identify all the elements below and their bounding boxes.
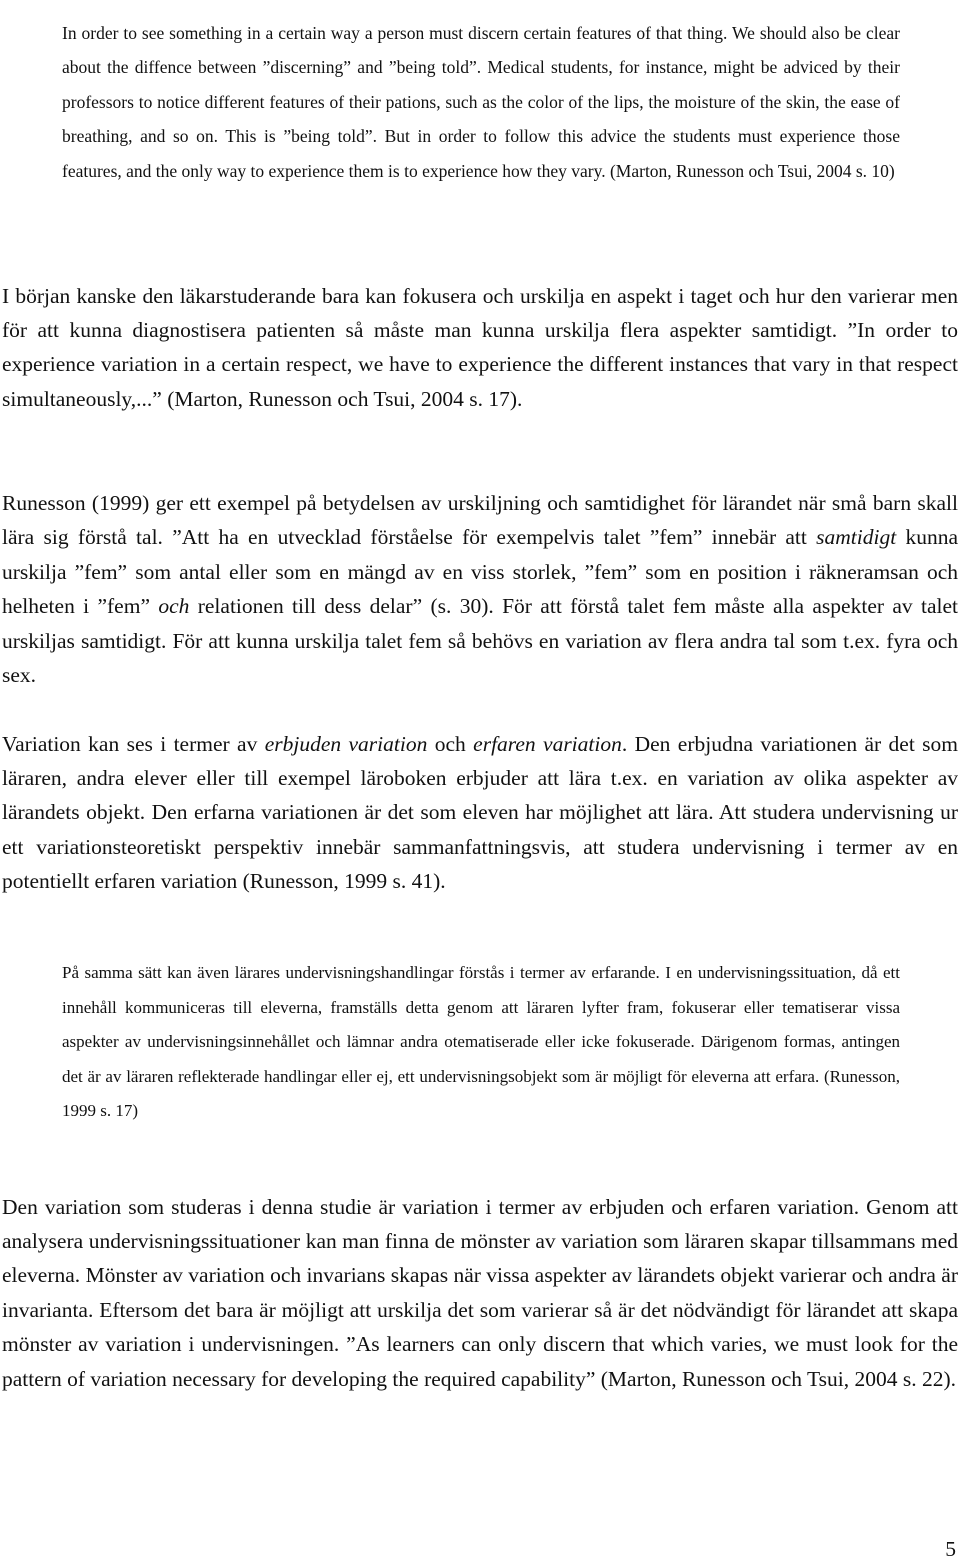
paragraph-text-segment: och — [427, 731, 474, 756]
paragraph-text-segment: . Den erbjudna variationen är det som läraren, andra elever eller till exempel läroboken erbjuder att lära t.ex. en variation av olika aspekter av lärandets objekt. Den erfarna variationen är det som eleven har möjlighet att lära. Att studera undervisning ur ett variationsteoretiskt perspektiv innebär sammanfattningsvis, att studera undervisning i termer av en potentiellt erfaren variation (Runesson, 1999 s. 41). — [2, 731, 959, 894]
paragraph-variation-terms — [2, 727, 958, 899]
emphasis-samtidigt: samtidigt — [816, 525, 897, 550]
paragraph-studiens-variation: Den variation som studeras i denna studie är variation i termer av erbjuden och erfaren variation. Genom att analysera undervisningssituationer kan man finna de mönster av variation som läraren skapar tillsammans med eleverna. Mönster av variation och invarians skapas när vissa aspekter av lärandets objekt varierar och andra är invarianta. Eftersom det bara är möjligt att urskilja det som varierar så är det nödvändigt för lärandet att skapa mönster av variation i undervisningen. ”As learners can only discern that which varies, we must look for the pattern of variation necessary for developing the required capability” (Marton, Runesson och Tsui, 2004 s. 22). — [2, 1194, 958, 1391]
paragraph-text-segment: Runesson (1999) ger ett exempel på betydelsen av urskiljning och samtidighet för lärandet när små barn skall lära sig förstå tal. ”Att ha en utvecklad förståelse för exempelvis talet ”fem” innebär att — [2, 490, 958, 550]
paragraph-lakarstuderande: I början kanske den läkarstuderande bara kan fokusera och urskilja en aspekt i taget och hur den varierar men för att kunna diagnostisera patienten så måste man kunna urskilja flera aspekter samtidigt. ”In order to experience variation in a certain respect, we have to experience the different instances that vary in that respect simultaneously,...” (Marton, Runesson och Tsui, 2004 s. 17). — [2, 283, 958, 411]
paragraph-text-segment: relationen till dess delar” (s. 30). För att förstå talet fem måste alla aspekter av talet urskiljas samtidigt. För att kunna urskilja talet fem så behövs en variation av flera andra tal som t.ex. fyra och sex. — [2, 594, 958, 688]
page-number: 5 — [945, 1537, 956, 1561]
paragraph-text-segment: kunna urskilja ”fem” som antal eller som en mängd av en viss storlek, ”fem” som en position i räkneramsan och helheten i ”fem” — [2, 525, 958, 619]
block-quote-runesson-undervisning: På samma sätt kan även lärares undervisningshandlingar förstås i termer av erfarande. I en undervisningssituation, då ett innehåll kommuniceras till eleverna, framställs detta genom att läraren lyfter fram, fokuserar eller tematiserar vissa aspekter av undervisningsinnehållet och lämnar andra otematiserade eller icke fokuserade. Därigenom formas, antingen det är av läraren reflekterade handlingar eller ej, ett undervisningsobjekt som är möjligt för eleverna att erfara. (Runesson, 1999 s. 17) — [62, 963, 900, 1120]
emphasis-och: och — [158, 594, 190, 619]
block-quote-marton-discern: In order to see something in a certain way a person must discern certain features of that thing. We should also be clear about the diffence between ”discerning” and ”being told”. Medical students, for instance, might be adviced by their professors to notice different features of their pations, such as the color of the lips, the moisture of the skin, the ease of breathing, and so on. This is ”being told”. But in order to follow this advice the students must experience those features, and the only way to experience them is to experience how they vary. (Marton, Runesson och Tsui, 2004 s. 10) — [62, 22, 900, 181]
emphasis-erfaren-variation: erfaren variation — [473, 731, 622, 756]
paragraph-text-segment: Variation kan ses i termer av — [2, 731, 265, 756]
emphasis-erbjuden-variation: erbjuden variation — [264, 731, 428, 756]
paragraph-runesson-example — [2, 486, 958, 694]
